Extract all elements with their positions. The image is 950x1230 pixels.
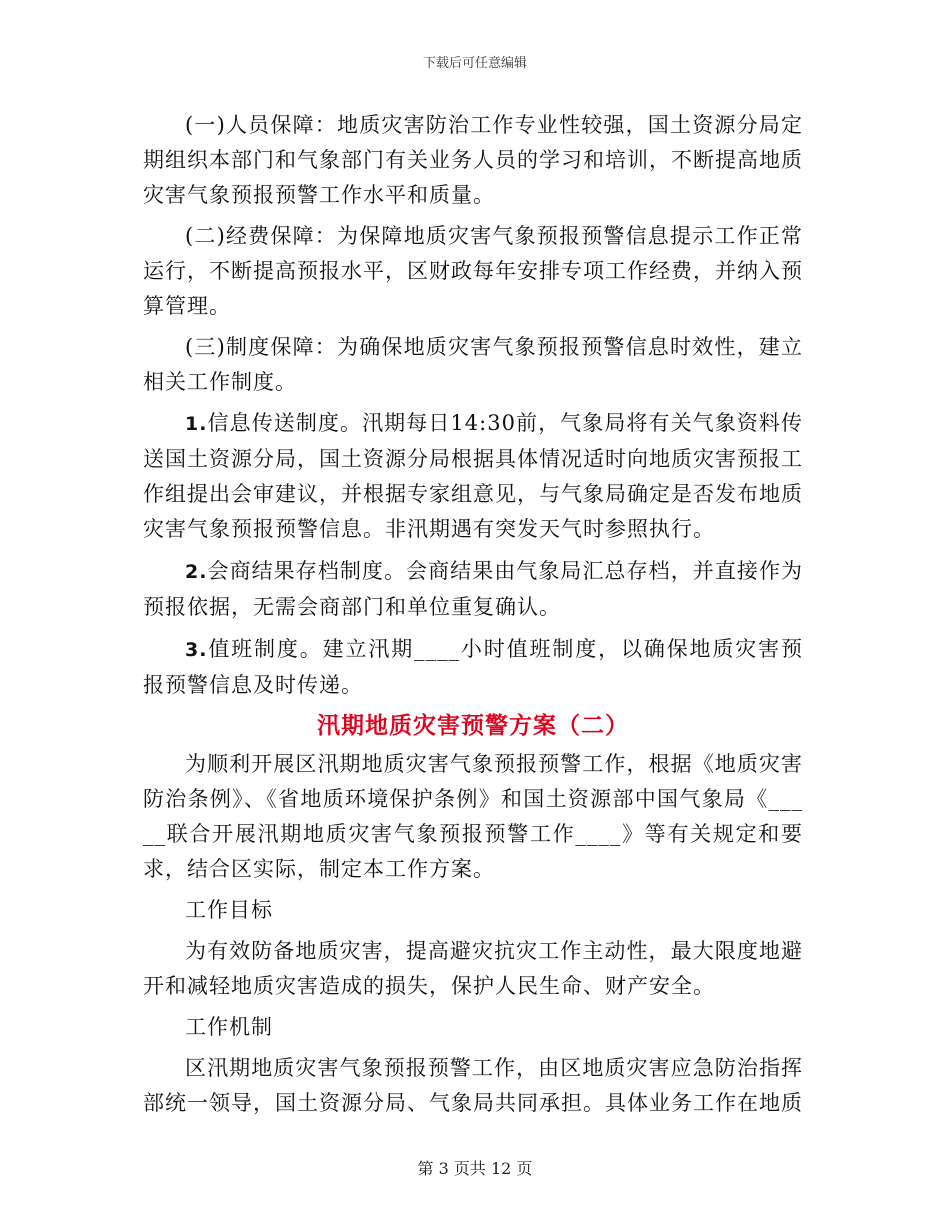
item-number: 3.	[185, 639, 208, 661]
paragraph-funding-guarantee: (二)经费保障：为保障地质灾害气象预报预警信息提示工作正常运行，不断提高预报水平，区财政每年安排专项工作经费，并纳入预算管理。	[143, 224, 803, 318]
heading-work-goal: 工作目标	[185, 898, 273, 922]
item-text: 值班制度。建立汛期____小时值班制度，以确保地质灾害预报预警信息及时传递。	[143, 637, 803, 697]
numbered-item-3	[143, 632, 803, 703]
paragraph-work-goal: 为有效防备地质灾害，提高避灾抗灾工作主动性，最大限度地避开和减轻地质灾害造成的损失，保护人民生命、财产安全。	[143, 939, 803, 998]
item-number: 1.	[185, 413, 208, 435]
section-title: 汛期地质灾害预警方案（二）	[317, 712, 629, 739]
paragraph-personnel-guarantee: (一)人员保障：地质灾害防治工作专业性较强，国土资源分局定期组织本部门和气象部门有关业务人员的学习和培训，不断提高地质灾害气象预报预警工作水平和质量。	[143, 113, 803, 207]
paragraph-work-mechanism: 区汛期地质灾害气象预报预警工作，由区地质灾害应急防治指挥部统一领导，国土资源分局、气象局共同承担。具体业务工作在地质	[143, 1056, 803, 1115]
item-number: 2.	[185, 561, 208, 583]
page-header: 下载后可任意编辑	[422, 56, 527, 71]
numbered-item-2	[143, 554, 803, 625]
numbered-item-1	[143, 406, 803, 547]
item-text: 会商结果存档制度。会商结果由气象局汇总存档，并直接作为预报依据，无需会商部门和单位重复确认。	[143, 559, 803, 619]
heading-work-mechanism: 工作机制	[185, 1015, 273, 1039]
paragraph-system-guarantee: (三)制度保障：为确保地质灾害气象预报预警信息时效性，建立相关工作制度。	[143, 335, 803, 394]
page-footer: 第 3 页共 12 页	[417, 1159, 533, 1178]
document-body	[143, 108, 803, 1127]
paragraph-intro: 为顺利开展区汛期地质灾害气象预报预警工作，根据《地质灾害防治条例》、《省地质环境保护条例》和国土资源部中国气象局《_____联合开展汛期地质灾害气象预报预警工作____》等有关规定和要求，结合区实际，制定本工作方案。	[143, 752, 803, 881]
item-text: 信息传送制度。汛期每日14:30前，气象局将有关气象资料传送国土资源分局，国土资源分局根据具体情况适时向地质灾害预报工作组提出会审建议，并根据专家组意见，与气象局确定是否发布地质灾害气象预报预警信息。非汛期遇有突发天气时参照执行。	[143, 411, 803, 541]
